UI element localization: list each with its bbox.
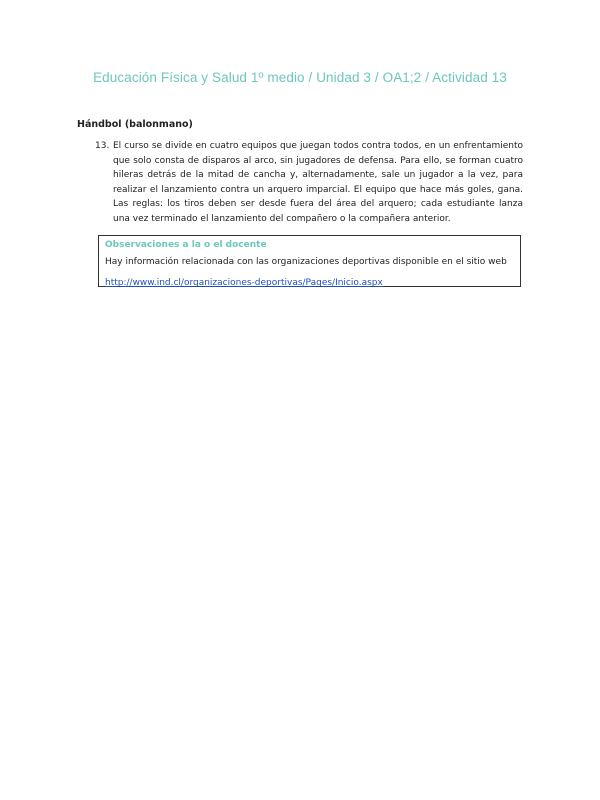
activity-text: El curso se divide en cuatro equipos que juegan todos contra todos, en un enfrentamiento que solo consta de disparos al arco, sin jugadores de defensa. Para ello, se forman cuatro hileras detrás de la mitad de cancha y, alternadamente, sale un jugador a la vez, para realizar el lanzamiento contra un arquero imparcial. El equipo que hace más goles, gana. Las reglas: los tiros deben ser desde fuera del área del arquero; cada estudiante lanza una vez terminado el lanzamiento del compañero o la compañera anterior.	[113, 141, 523, 224]
section-title: Hándbol (balonmano)	[77, 119, 193, 130]
activity-item	[95, 139, 523, 227]
observations-text: Hay información relacionada con las organizaciones deportivas disponible en el sitio web	[105, 257, 507, 267]
observations-title: Observaciones a la o el docente	[105, 240, 267, 250]
activity-number: 13.	[95, 141, 110, 151]
observations-link[interactable]: http://www.ind.cl/organizaciones-deportivas/Pages/Inicio.aspx	[105, 277, 383, 288]
page-title: Educación Física y Salud 1º medio / Unidad 3 / OA1;2 / Actividad 13	[93, 70, 507, 85]
observations-box	[98, 235, 521, 287]
